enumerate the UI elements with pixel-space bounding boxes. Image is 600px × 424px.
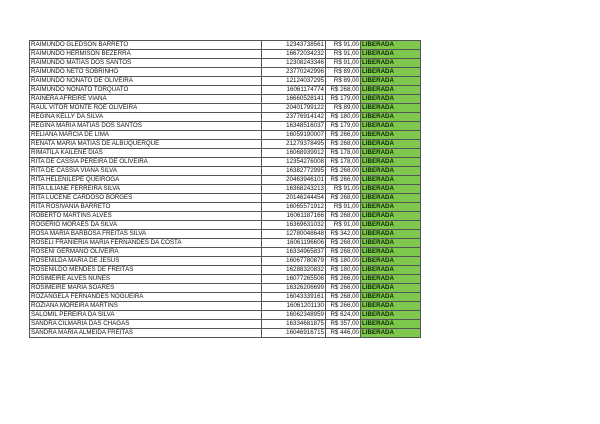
number-cell: 16062348959 — [262, 311, 326, 320]
status-cell: LIBERADA — [361, 248, 421, 257]
number-cell: 12354276008 — [262, 158, 326, 167]
status-cell: LIBERADA — [361, 131, 421, 140]
name-cell: RAIMUNDO HERMISON BEZERRA — [30, 50, 262, 59]
number-cell: 16334965837 — [262, 248, 326, 257]
number-cell: 16043339161 — [262, 293, 326, 302]
name-cell: RITA DE CASSIA VIANA SILVA — [30, 167, 262, 176]
number-cell: 20401799122 — [262, 104, 326, 113]
value-cell: R$ 180,00 — [326, 266, 361, 275]
value-cell: R$ 268,00 — [326, 86, 361, 95]
value-cell: R$ 91,00 — [326, 50, 361, 59]
value-cell: R$ 179,00 — [326, 122, 361, 131]
beneficiary-table — [29, 40, 421, 338]
number-cell: 16061196606 — [262, 239, 326, 248]
table-row — [30, 167, 421, 176]
name-cell: ROZIANA MOREIRA MARTINS — [30, 302, 262, 311]
number-cell: 16672034232 — [262, 50, 326, 59]
value-cell: R$ 266,00 — [326, 275, 361, 284]
name-cell: RAIMUNDO GLEDSON BARRETO — [30, 41, 262, 50]
status-cell: LIBERADA — [361, 158, 421, 167]
value-cell: R$ 624,00 — [326, 311, 361, 320]
status-cell: LIBERADA — [361, 257, 421, 266]
status-cell: LIBERADA — [361, 113, 421, 122]
name-cell: RITA DE CASSIA PEREIRA DE OLIVEIRA — [30, 158, 262, 167]
value-cell: R$ 266,00 — [326, 131, 361, 140]
status-cell: LIBERADA — [361, 86, 421, 95]
number-cell: 16382772995 — [262, 167, 326, 176]
value-cell: R$ 266,00 — [326, 176, 361, 185]
table-row — [30, 248, 421, 257]
number-cell: 16068939912 — [262, 149, 326, 158]
number-cell: 16061174774 — [262, 86, 326, 95]
table-row — [30, 194, 421, 203]
value-cell: R$ 268,00 — [326, 167, 361, 176]
name-cell: RAIMUNDO NONATO DE OLIVEIRA — [30, 77, 262, 86]
number-cell: 16660528141 — [262, 95, 326, 104]
status-cell: LIBERADA — [361, 104, 421, 113]
number-cell: 20463946101 — [262, 176, 326, 185]
status-cell: LIBERADA — [361, 302, 421, 311]
name-cell: RAIMUNDO NONATO TORQUATO — [30, 86, 262, 95]
table-row — [30, 104, 421, 113]
value-cell: R$ 180,00 — [326, 257, 361, 266]
number-cell: 16061201130 — [262, 302, 326, 311]
table-row — [30, 266, 421, 275]
table-row — [30, 131, 421, 140]
value-cell: R$ 91,00 — [326, 41, 361, 50]
value-cell: R$ 180,00 — [326, 113, 361, 122]
number-cell: 16334681875 — [262, 320, 326, 329]
value-cell: R$ 178,00 — [326, 149, 361, 158]
table-row — [30, 149, 421, 158]
name-cell: RENATA MARIA MATIAS DE ALBUQUERQUE — [30, 140, 262, 149]
value-cell: R$ 91,00 — [326, 203, 361, 212]
number-cell: 12308243346 — [262, 59, 326, 68]
table-row — [30, 239, 421, 248]
name-cell: RITA LILIANE FERREIRA SILVA — [30, 185, 262, 194]
number-cell: 16077265506 — [262, 275, 326, 284]
number-cell: 16368243213 — [262, 185, 326, 194]
value-cell: R$ 91,00 — [326, 221, 361, 230]
status-cell: LIBERADA — [361, 149, 421, 158]
table-row — [30, 140, 421, 149]
status-cell: LIBERADA — [361, 230, 421, 239]
number-cell: 16067780879 — [262, 257, 326, 266]
number-cell: 16059190007 — [262, 131, 326, 140]
table-row — [30, 158, 421, 167]
status-cell: LIBERADA — [361, 122, 421, 131]
status-cell: LIBERADA — [361, 293, 421, 302]
value-cell: R$ 342,00 — [326, 230, 361, 239]
name-cell: ROGERIO MORAES DA SILVA — [30, 221, 262, 230]
name-cell: ROSENILDO MENDES DE FREITAS — [30, 266, 262, 275]
status-cell: LIBERADA — [361, 266, 421, 275]
number-cell: 16046916715 — [262, 329, 326, 338]
status-cell: LIBERADA — [361, 176, 421, 185]
table-row — [30, 77, 421, 86]
name-cell: ROZANGELA FERNANDES NOGUEIRA — [30, 293, 262, 302]
name-cell: RITA HELENILEPE QUEIROGA — [30, 176, 262, 185]
number-cell: 12124037295 — [262, 77, 326, 86]
number-cell: 21279378495 — [262, 140, 326, 149]
name-cell: RELIANA MARCIA DE LIMA — [30, 131, 262, 140]
table-row — [30, 329, 421, 338]
table-row — [30, 113, 421, 122]
name-cell: REGINA KELLY DA SILVA — [30, 113, 262, 122]
name-cell: ROSIMEIRE MARIA SOARES — [30, 284, 262, 293]
name-cell: RITA ROSIVANIA BARRETO — [30, 203, 262, 212]
value-cell: R$ 89,00 — [326, 68, 361, 77]
value-cell: R$ 266,00 — [326, 284, 361, 293]
number-cell: 16288320832 — [262, 266, 326, 275]
table-row — [30, 221, 421, 230]
name-cell: REGINA MARIA MATIAS DOS SANTOS — [30, 122, 262, 131]
status-cell: LIBERADA — [361, 239, 421, 248]
name-cell: RITA LUCENE CARDOSO BORGES — [30, 194, 262, 203]
status-cell: LIBERADA — [361, 194, 421, 203]
table-row — [30, 122, 421, 131]
status-cell: LIBERADA — [361, 167, 421, 176]
name-cell: ROSIMEIRE ALVES NUNES — [30, 275, 262, 284]
value-cell: R$ 91,00 — [326, 59, 361, 68]
value-cell: R$ 268,00 — [326, 248, 361, 257]
status-cell: LIBERADA — [361, 284, 421, 293]
table-row — [30, 311, 421, 320]
number-cell: 12343738561 — [262, 41, 326, 50]
value-cell: R$ 268,00 — [326, 140, 361, 149]
value-cell: R$ 89,00 — [326, 104, 361, 113]
status-cell: LIBERADA — [361, 68, 421, 77]
status-cell: LIBERADA — [361, 275, 421, 284]
number-cell: 16061187166 — [262, 212, 326, 221]
table-row — [30, 50, 421, 59]
status-cell: LIBERADA — [361, 221, 421, 230]
status-cell: LIBERADA — [361, 203, 421, 212]
table-row — [30, 302, 421, 311]
name-cell: SANDRA MARIA ALMEIDA FREITAS — [30, 329, 262, 338]
status-cell: LIBERADA — [361, 41, 421, 50]
status-cell: LIBERADA — [361, 95, 421, 104]
name-cell: RAINERA AFREIRE VIANA — [30, 95, 262, 104]
name-cell: ROSENI GERMANO OLIVEIRA — [30, 248, 262, 257]
number-cell: 16326206699 — [262, 284, 326, 293]
table-body — [30, 41, 421, 338]
table-row — [30, 257, 421, 266]
value-cell: R$ 446,00 — [326, 329, 361, 338]
table-row — [30, 320, 421, 329]
name-cell: ROSA MARIA BARBOSA FREITAS SILVA — [30, 230, 262, 239]
value-cell: R$ 179,00 — [326, 95, 361, 104]
value-cell: R$ 268,00 — [326, 194, 361, 203]
name-cell: RIMATILA KAILENE DIAS — [30, 149, 262, 158]
number-cell: 16348516037 — [262, 122, 326, 131]
status-cell: LIBERADA — [361, 140, 421, 149]
table-row — [30, 41, 421, 50]
table-row — [30, 59, 421, 68]
name-cell: RAUL VITOR MONTE ROE OLIVEIRA — [30, 104, 262, 113]
name-cell: ROBERTO MARTINS ALVES — [30, 212, 262, 221]
value-cell: R$ 268,00 — [326, 239, 361, 248]
number-cell: 16065571912 — [262, 203, 326, 212]
table-row — [30, 203, 421, 212]
table-row — [30, 212, 421, 221]
status-cell: LIBERADA — [361, 311, 421, 320]
value-cell: R$ 266,00 — [326, 302, 361, 311]
status-cell: LIBERADA — [361, 329, 421, 338]
value-cell: R$ 89,00 — [326, 77, 361, 86]
table-row — [30, 284, 421, 293]
status-cell: LIBERADA — [361, 320, 421, 329]
value-cell: R$ 178,00 — [326, 158, 361, 167]
status-cell: LIBERADA — [361, 59, 421, 68]
value-cell: R$ 91,00 — [326, 185, 361, 194]
status-cell: LIBERADA — [361, 212, 421, 221]
number-cell: 12780048648 — [262, 230, 326, 239]
status-cell: LIBERADA — [361, 185, 421, 194]
value-cell: R$ 268,00 — [326, 293, 361, 302]
number-cell: 16369631032 — [262, 221, 326, 230]
table-row — [30, 275, 421, 284]
number-cell: 23776914142 — [262, 113, 326, 122]
table-row — [30, 293, 421, 302]
table-row — [30, 185, 421, 194]
table-row — [30, 95, 421, 104]
name-cell: SANDRA CILMARIA DAS CHAGAS — [30, 320, 262, 329]
table-row — [30, 68, 421, 77]
name-cell: ROSENILDA MARIA DE JESUS — [30, 257, 262, 266]
value-cell: R$ 268,00 — [326, 212, 361, 221]
status-cell: LIBERADA — [361, 77, 421, 86]
table-row — [30, 176, 421, 185]
value-cell: R$ 357,00 — [326, 320, 361, 329]
name-cell: RAIMUNDO NETO SOBRINHO — [30, 68, 262, 77]
name-cell: SALOMIL PEREIRA DA SILVA — [30, 311, 262, 320]
number-cell: 23770242996 — [262, 68, 326, 77]
table-row — [30, 86, 421, 95]
name-cell: ROSELI FRANIERIA MARIA FERNANDES DA COSTA — [30, 239, 262, 248]
name-cell: RAIMUNDO MATIAS DOS SANTOS — [30, 59, 262, 68]
table-row — [30, 230, 421, 239]
status-cell: LIBERADA — [361, 50, 421, 59]
number-cell: 20146244454 — [262, 194, 326, 203]
